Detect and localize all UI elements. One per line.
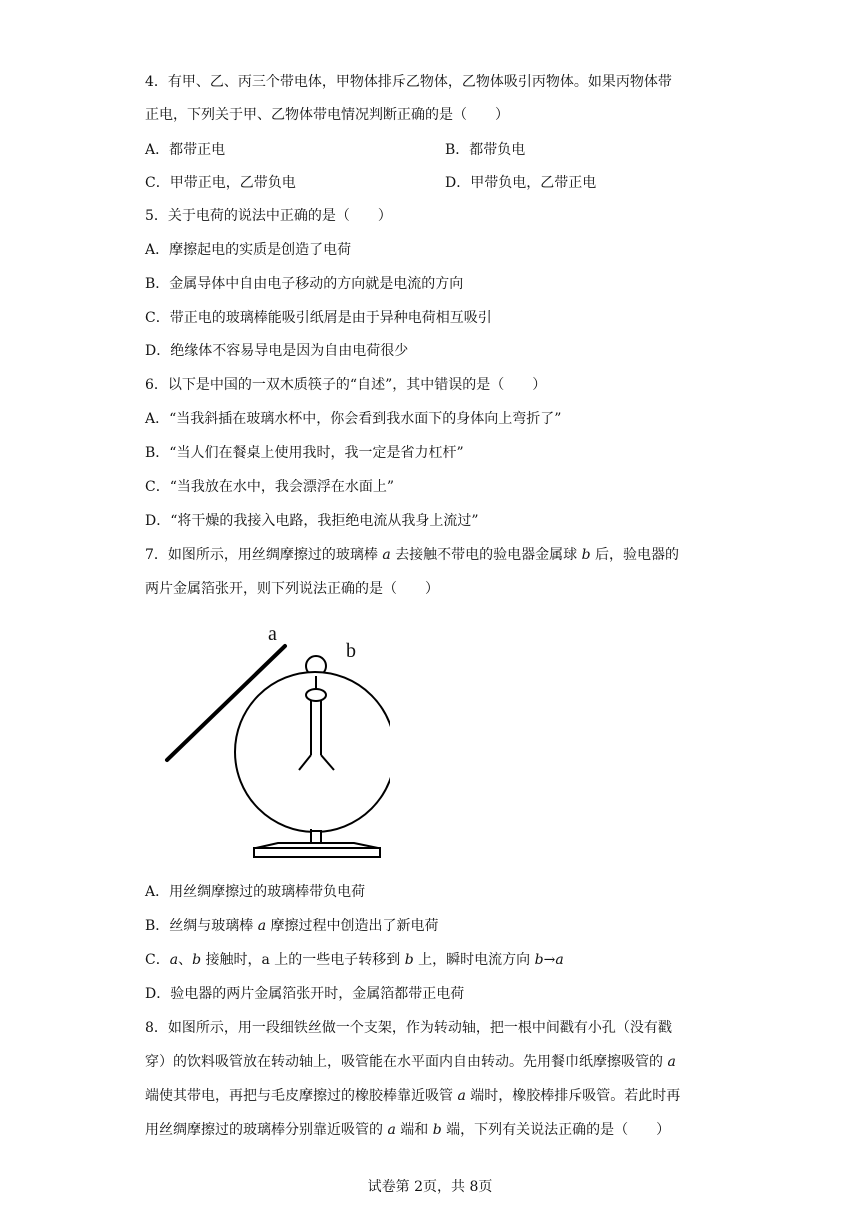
q7-option-c: C．a、b 接触时，a 上的一些电子转移到 b 上，瞬时电流方向 b→a — [145, 952, 564, 968]
q5-stem: 5．关于电荷的说法中正确的是（ ） — [145, 208, 392, 224]
stand-base — [254, 848, 380, 857]
q5-option-b: B．金属导体中自由电子移动的方向就是电流的方向 — [145, 276, 464, 292]
electroscope-figure — [160, 620, 390, 865]
page-footer: 试卷第 2页，共 8页 — [367, 1179, 493, 1195]
q4-option-c: C．甲带正电，乙带负电 — [145, 175, 296, 191]
q6-stem: 6．以下是中国的一双木质筷子的“自述”，其中错误的是（ ） — [145, 377, 547, 393]
q6-option-b: B．“当人们在餐桌上使用我时，我一定是省力杠杆” — [145, 445, 464, 461]
q4-option-d: D．甲带负电，乙带正电 — [445, 175, 597, 191]
q7-stem-line2: 两片金属箔张开，则下列说法正确的是（ ） — [145, 581, 439, 597]
insulator-stopper — [306, 689, 326, 701]
q6-option-a: A．“当我斜插在玻璃水杯中，你会看到我水面下的身体向上弯折了” — [145, 411, 562, 427]
q8-stem-line2: 穿）的饮料吸管放在转动轴上，吸管能在水平面内自由转动。先用餐巾纸摩擦吸管的 a — [145, 1054, 676, 1070]
q5-option-a: A．摩擦起电的实质是创造了电荷 — [145, 242, 352, 258]
q6-option-c: C．“当我放在水中，我会漂浮在水面上” — [145, 479, 395, 495]
q7-option-a: A．用丝绸摩擦过的玻璃棒带负电荷 — [145, 884, 366, 900]
q4-option-a: A．都带正电 — [145, 142, 226, 158]
q7-stem-line1: 7．如图所示，用丝绸摩擦过的玻璃棒 a 去接触不带电的验电器金属球 b 后，验电器的 — [145, 547, 680, 563]
q8-stem-line4: 用丝绸摩擦过的玻璃棒分别靠近吸管的 a 端和 b 端，下列有关说法正确的是（ ） — [145, 1122, 671, 1138]
q6-option-d: D．“将干燥的我接入电路，我拒绝电流从我身上流过” — [145, 513, 479, 529]
q8-stem-line3: 端使其带电，再把与毛皮摩擦过的橡胶棒靠近吸管 a 端时，橡胶棒排斥吸管。若此时再 — [145, 1088, 681, 1104]
q8-stem-line1: 8．如图所示，用一段细铁丝做一个支架，作为转动轴，把一根中间戳有小孔（没有戳 — [145, 1020, 672, 1036]
stand-neck — [311, 831, 321, 843]
q4-option-b: B．都带负电 — [445, 142, 526, 158]
q5-option-d: D．绝缘体不容易导电是因为自由电荷很少 — [145, 343, 409, 359]
label-a: a — [268, 623, 277, 645]
q4-stem-line2: 正电，下列关于甲、乙物体带电情况判断正确的是（ ） — [145, 107, 509, 123]
q7-option-d: D．验电器的两片金属箔张开时，金属箔都带正电荷 — [145, 986, 465, 1002]
label-b: b — [346, 640, 356, 662]
q4-stem-line1: 4．有甲、乙、丙三个带电体，甲物体排斥乙物体，乙物体吸引丙物体。如果丙物体带 — [145, 74, 672, 90]
q7-option-b: B．丝绸与玻璃棒 a 摩擦过程中创造出了新电荷 — [145, 918, 439, 934]
q5-option-c: C．带正电的玻璃棒能吸引纸屑是由于异种电荷相互吸引 — [145, 310, 492, 326]
